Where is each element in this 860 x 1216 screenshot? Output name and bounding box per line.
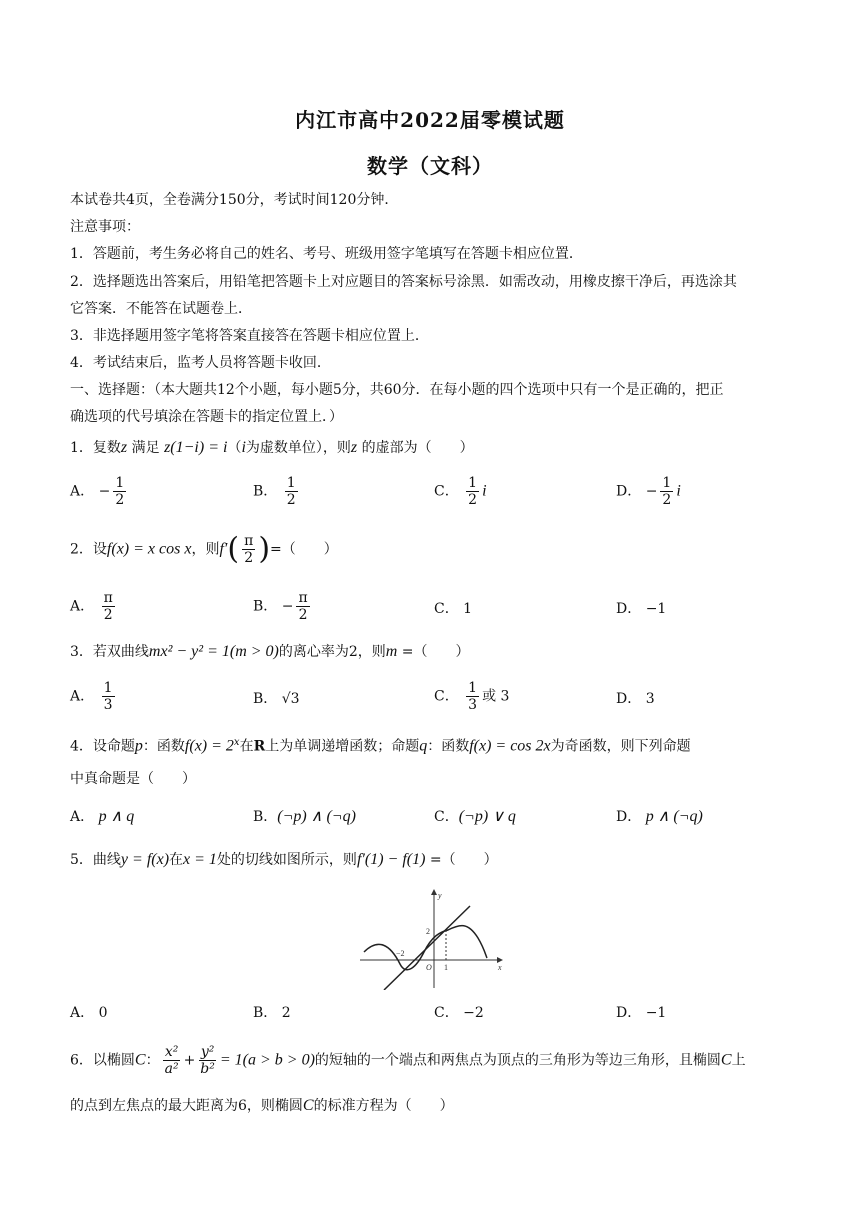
section-heading: 一、选择题：（本大题共12个小题，每小题5分，共60分．在每小题的四个选项中只有一个是正确的，把正 [70, 382, 724, 398]
notice-item: 1．答题前，考生务必将自己的姓名、考号、班级用签字笔填写在答题卡相应位置． [70, 246, 583, 262]
page-subtitle: 数学（文科） [367, 154, 493, 178]
option-a: A． 0 [70, 1005, 108, 1021]
question-3: 3．若双曲线mx² − y² = 1(m > 0)的离心率为2，则m =（ ） [70, 643, 470, 660]
option-b: B．(¬p) ∧ (¬q) [253, 808, 356, 825]
x-label: x [498, 963, 502, 972]
option-c: C．(¬p) ∨ q [434, 808, 516, 825]
option-a: A． $\frac{\pi}{2}$ [70, 590, 113, 623]
option-d: D． − $\frac{1}{2}$ i [616, 475, 681, 508]
option-c: C． $\frac{1}{3}$ 或 3 [434, 680, 510, 713]
page-title: 内江市高中2022届零模试题 [295, 108, 565, 132]
option-b: B． − $\frac{\pi}{2}$ [253, 590, 308, 623]
question-6: 6．以椭圆C： $\frac{\text{x²}}{\text{a²}}$ + $\frac{\text{y²}}{\text{b²}}$ = 1(a > b > 0)的短轴的一个端点和两焦点为顶点的三角形为等边三角形，且椭圆C上 [70, 1044, 746, 1077]
y-label: y [438, 891, 442, 900]
option-c: C． 1 [434, 601, 473, 617]
tick-neg-two: −2 [396, 949, 405, 958]
question-4: 4．设命题p：函数$f(x) = 2^x$在R上为单调递增函数；命题q：函数f(x) = cos 2x为奇函数，则下列命题 [70, 737, 691, 755]
option-d: D． −1 [616, 1005, 667, 1021]
option-d: D． 3 [616, 691, 655, 707]
question-1: 1．复数z 满足 z(1−i) = i（i为虚数单位），则z 的虚部为（ ） [70, 439, 474, 456]
tick-one: 1 [444, 963, 448, 972]
question-6-line2: 的点到左焦点的最大距离为6，则椭圆C的标准方程为（ ） [70, 1097, 454, 1114]
tangent-line-graph [356, 886, 506, 990]
option-a: A． − $\frac{1}{2}$ [70, 475, 125, 508]
origin-label: O [426, 963, 432, 972]
question-2: 2．设f(x) = x cos x，则f′( $\frac{\pi}{2}$ )=（ ） [70, 531, 338, 567]
option-d: D． −1 [616, 601, 667, 617]
option-b: B． $\frac{1}{2}$ [253, 475, 296, 508]
option-c: C． −2 [434, 1005, 484, 1021]
intro-text: 本试卷共4页，全卷满分150分，考试时间120分钟． [70, 192, 399, 208]
option-b: B． 2 [253, 1005, 291, 1021]
notice-item: 3．非选择题用签字笔将答案直接答在答题卡相应位置上． [70, 328, 429, 344]
option-a: A． p ∧ q [70, 808, 135, 825]
option-a: A． $\frac{1}{3}$ [70, 680, 113, 713]
notice-item: 4．考试结束后，监考人员将答题卡收回． [70, 355, 331, 371]
option-b: B． √3 [253, 691, 300, 707]
tick-two: 2 [426, 927, 430, 936]
notice-item: 2．选择题选出答案后，用铅笔把答题卡上对应题目的答案标号涂黑．如需改动，用橡皮擦干净后，再选涂其 [70, 274, 737, 290]
question-5: 5．曲线y = f(x)在x = 1处的切线如图所示，则f′(1) − f(1) =（ ） [70, 851, 498, 868]
option-c: C． $\frac{1}{2}$ i [434, 475, 487, 508]
notice-heading: 注意事项： [70, 219, 140, 235]
tangent-line [384, 906, 470, 990]
question-4-line2: 中真命题是（ ） [70, 771, 196, 787]
option-d: D． p ∧ (¬q) [616, 808, 703, 825]
section-heading: 确选项的代号填涂在答题卡的指定位置上．） [70, 409, 343, 425]
notice-item: 它答案．不能答在试题卷上． [70, 301, 252, 317]
